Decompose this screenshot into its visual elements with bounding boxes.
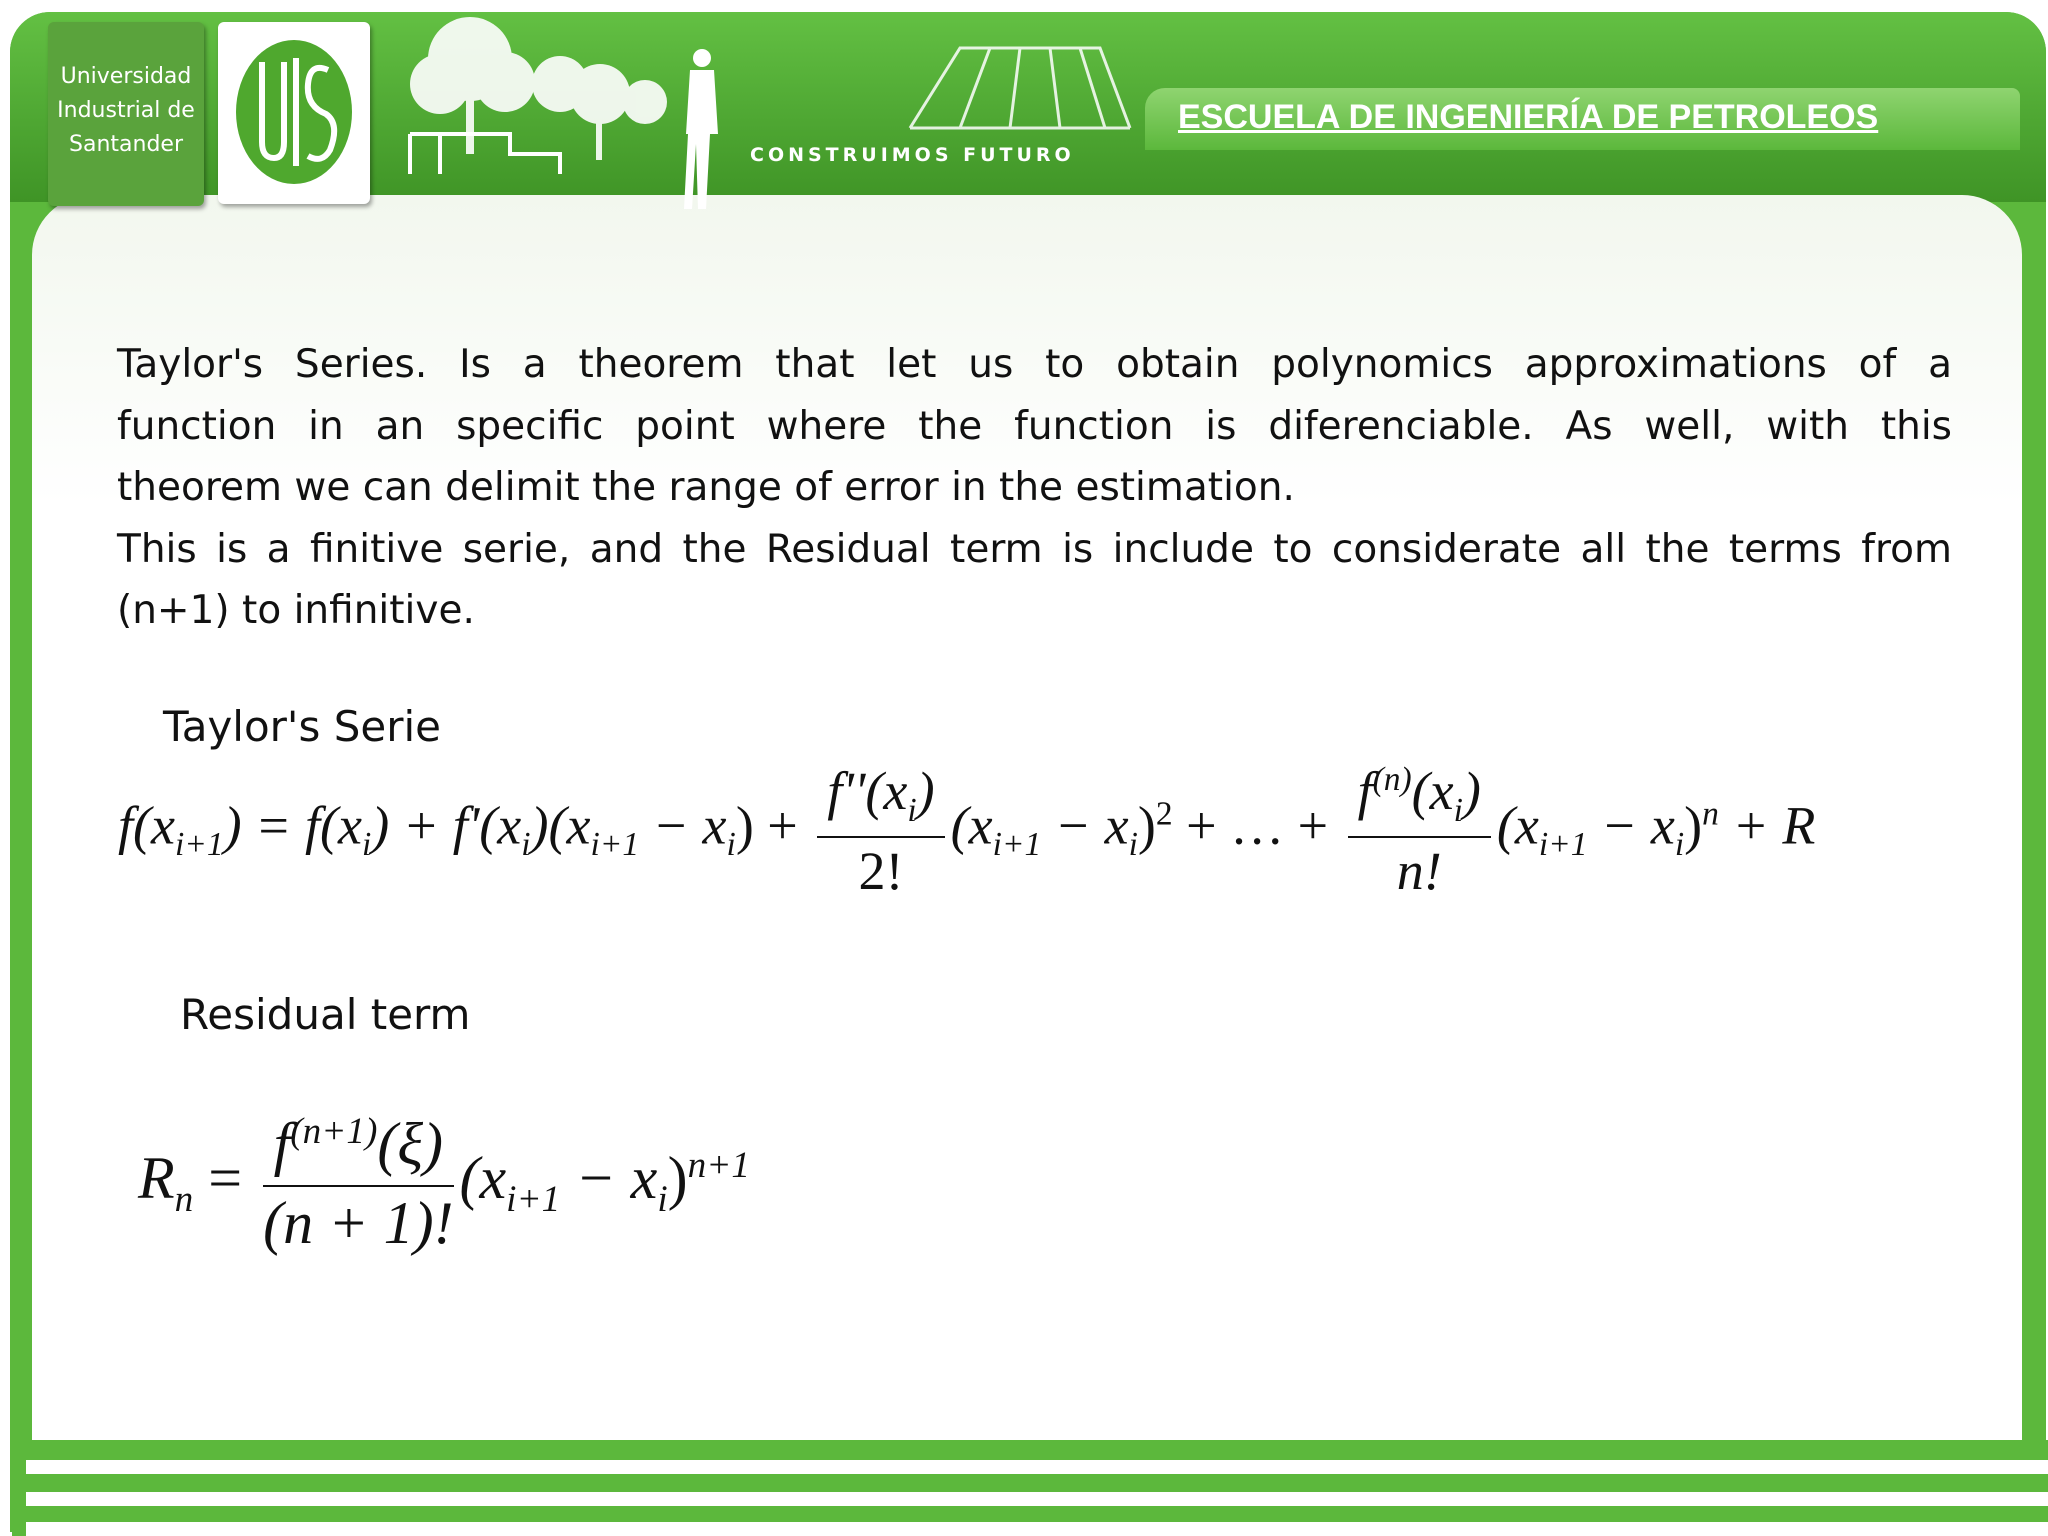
residual-term-label: Residual term <box>180 990 471 1039</box>
uis-logo-icon <box>218 22 370 204</box>
paragraph-line: function in an specific point where the function is diferenciable. As well, with this <box>117 403 1952 449</box>
footer-stripe <box>26 1460 2048 1474</box>
university-line-2: Industrial de <box>57 98 195 123</box>
taylor-equation: $f(x_{i+1}) = f(x_i) + f'(x_i)(x_{i+1} - x_i)$ + $\frac{f''(x_i)}{2!}$ $(x_{i+1} - x_i)^2$ + … + $\frac{f^{(n)}(x_i)}{n!}$ $(x_{i+1} - x_i)^n + R$ <box>118 761 1816 901</box>
university-line-1: Universidad <box>60 64 192 89</box>
residual-fraction: $\frac{f^{(n+1)}(\xi)}{(n + 1)!}$ <box>263 1111 454 1256</box>
university-name-box <box>48 22 204 206</box>
road-logo-icon <box>900 38 1140 138</box>
university-line-3: Santander <box>69 132 183 157</box>
paragraph-line: theorem we can delimit the range of error in the estimation. <box>117 465 1295 510</box>
second-derivative-fraction: $\frac{f''(x_i)}{2!}$ <box>817 760 944 902</box>
school-name: ESCUELA DE INGENIERÍA DE PETROLEOS <box>1178 98 1879 136</box>
paragraph-line: (n+1) to infinitive. <box>117 588 475 633</box>
campus-scenery-icon <box>400 4 740 210</box>
nth-derivative-fraction: $\frac{f^{(n)}(x_i)}{n!}$ <box>1348 760 1491 902</box>
intro-paragraph <box>117 334 1952 642</box>
paragraph-line: Taylor's Series. Is a theorem that let us to obtain polynomics approximations of a <box>117 342 1952 387</box>
residual-equation: $R_n$ = $\frac{f^{(n+1)}(\xi)}{(n + 1)!}$ $(x_{i+1} - x_i)^{n+1}$ <box>138 1111 750 1256</box>
paragraph-line: This is a finitive serie, and the Residual term is include to considerate all the terms from <box>117 526 1952 572</box>
footer-stripe <box>26 1522 2048 1536</box>
taylor-series-label: Taylor's Serie <box>163 702 441 751</box>
motto-text: CONSTRUIMOS FUTURO <box>750 144 1075 166</box>
footer-stripe <box>26 1492 2048 1506</box>
uis-logo <box>218 22 370 204</box>
